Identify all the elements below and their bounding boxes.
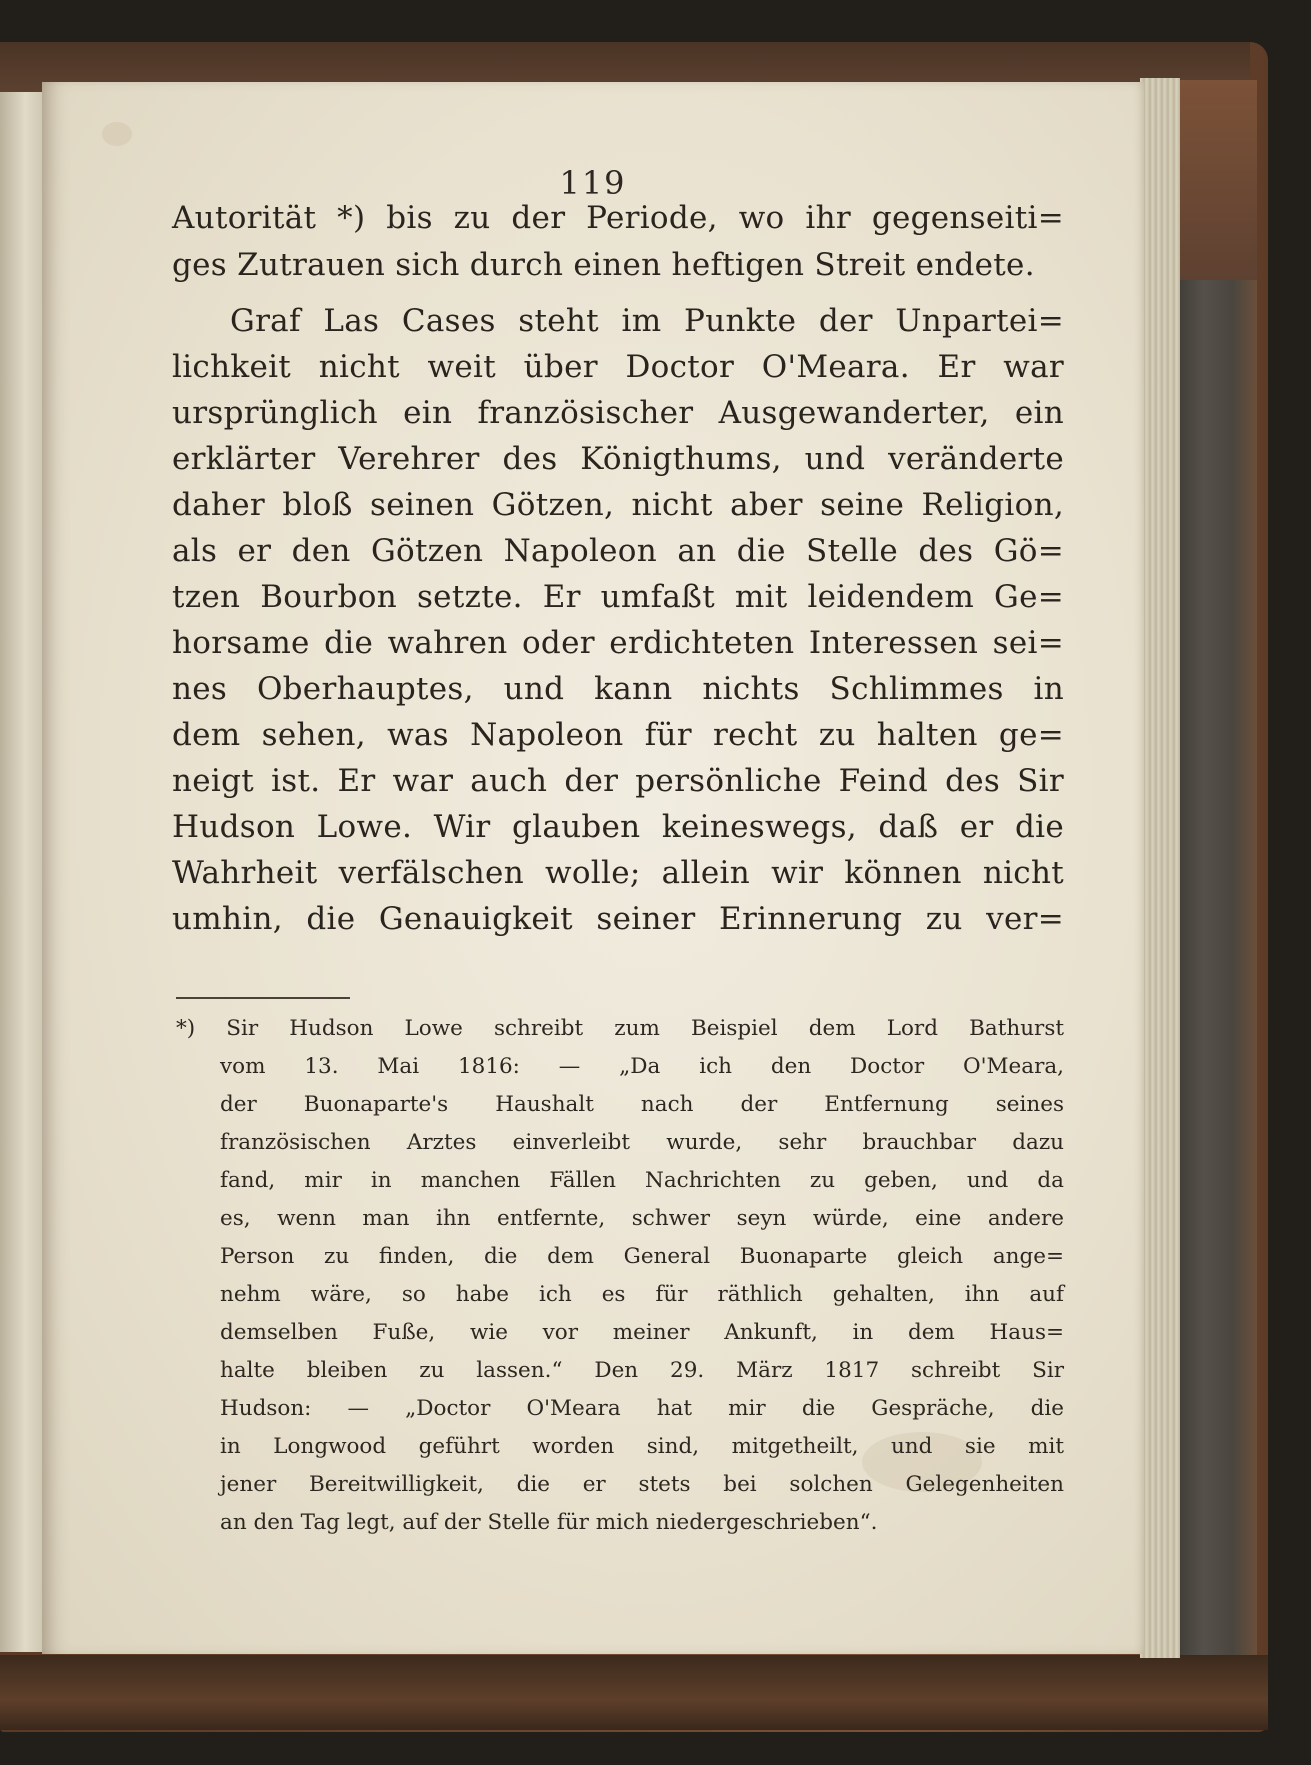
body-line: ursprünglich ein französischer Ausgewanderter, ein — [172, 395, 1064, 431]
cover-bottom-edge — [0, 1655, 1268, 1730]
footnote-line: in Longwood geführt worden sind, mitgetheilt, und sie mit — [220, 1434, 1064, 1459]
body-line: als er den Götzen Napoleon an die Stelle des Gö= — [172, 533, 1064, 569]
footnote-line: an den Tag legt, auf der Stelle für mich niedergeschrieben“. — [220, 1510, 878, 1535]
left-page-edge — [0, 92, 42, 1652]
footnote-line: *) Sir Hudson Lowe schreibt zum Beispiel dem Lord Bathurst — [176, 1016, 1064, 1041]
body-line: ges Zutrauen sich durch einen heftigen Streit endete. — [172, 247, 1035, 283]
footnote-line: es, wenn man ihn entfernte, schwer seyn würde, eine andere — [220, 1206, 1064, 1231]
footnote-line: halte bleiben zu lassen.“ Den 29. März 1817 schreibt Sir — [220, 1358, 1064, 1383]
page-sheet — [42, 82, 1144, 1654]
page-number: 119 — [559, 164, 627, 202]
body-line: Graf Las Cases steht im Punkte der Unpartei= — [230, 303, 1064, 339]
body-line: horsame die wahren oder erdichteten Interessen sei= — [172, 625, 1064, 661]
footnote-line: Person zu finden, die dem General Buonaparte gleich ange= — [220, 1244, 1064, 1269]
body-line: nes Oberhauptes, und kann nichts Schlimmes in — [172, 671, 1064, 707]
footnote-line: nehm wäre, so habe ich es für räthlich gehalten, ihn auf — [220, 1282, 1064, 1307]
body-line: daher bloß seinen Götzen, nicht aber seine Religion, — [172, 487, 1064, 523]
body-line: Hudson Lowe. Wir glauben keineswegs, daß er die — [172, 809, 1064, 845]
body-line: tzen Bourbon setzte. Er umfaßt mit leidendem Ge= — [172, 579, 1064, 615]
body-line: Autorität *) bis zu der Periode, wo ihr gegenseiti= — [172, 200, 1064, 236]
book-binding-right — [1175, 80, 1257, 1670]
footnote-rule — [176, 997, 350, 999]
footnote-line: Hudson: — „Doctor O'Meara hat mir die Gespräche, die — [220, 1396, 1064, 1421]
body-line: umhin, die Genauigkeit seiner Erinnerung zu ver= — [172, 901, 1064, 937]
footnote-line: vom 13. Mai 1816: — „Da ich den Doctor O'Meara, — [220, 1054, 1064, 1079]
page-stack-edges — [1140, 78, 1180, 1658]
body-line: neigt ist. Er war auch der persönliche Feind des Sir — [172, 763, 1064, 799]
body-line: lichkeit nicht weit über Doctor O'Meara. Er war — [172, 349, 1064, 385]
body-line: erklärter Verehrer des Königthums, und veränderte — [172, 441, 1064, 477]
body-line: Wahrheit verfälschen wolle; allein wir können nicht — [172, 855, 1064, 891]
footnote-line: der Buonaparte's Haushalt nach der Entfernung seines — [220, 1092, 1064, 1117]
footnote-line: französischen Arztes einverleibt wurde, sehr brauchbar dazu — [220, 1130, 1064, 1155]
footnote-line: jener Bereitwilligkeit, die er stets bei solchen Gelegenheiten — [220, 1472, 1064, 1497]
footnote-line: demselben Fuße, wie vor meiner Ankunft, in dem Haus= — [220, 1320, 1064, 1345]
paper-stain — [102, 122, 132, 146]
body-line: dem sehen, was Napoleon für recht zu halten ge= — [172, 717, 1064, 753]
footnote-line: fand, mir in manchen Fällen Nachrichten zu geben, und da — [220, 1168, 1064, 1193]
binding-leather-corner — [1175, 80, 1257, 280]
